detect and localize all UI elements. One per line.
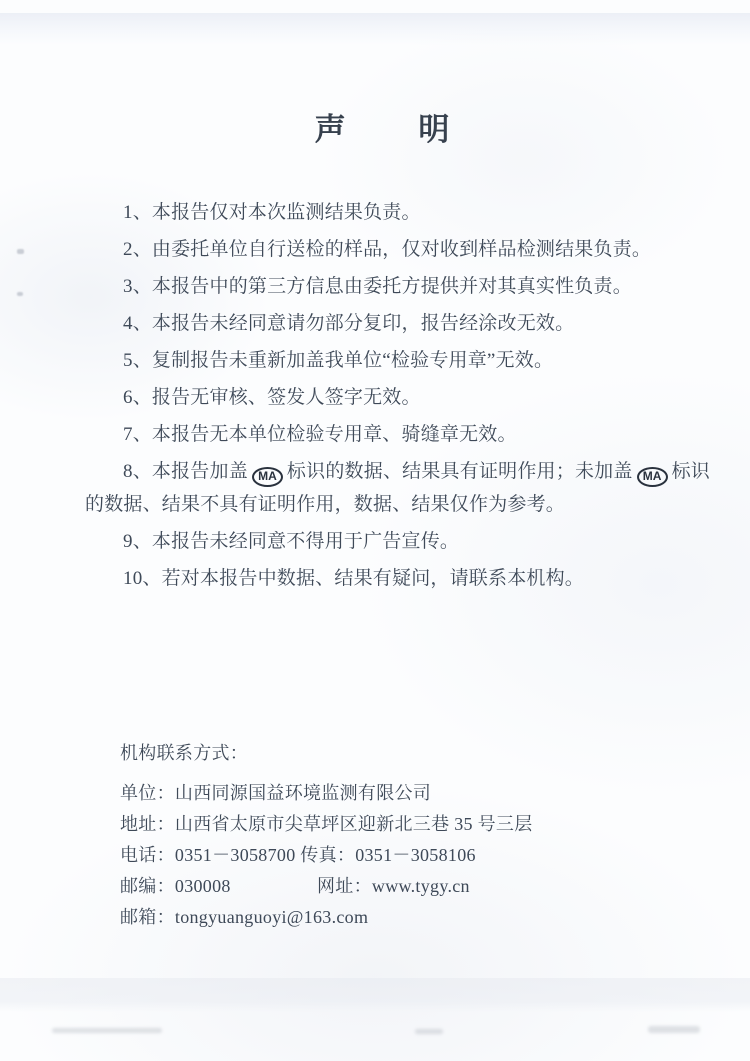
page-title: 声明	[314, 112, 523, 147]
cma-mark-icon: MA	[637, 467, 668, 487]
contact-heading: 机构联系方式：	[120, 743, 249, 763]
contact-zip: 邮编：030008	[120, 876, 231, 896]
statement-2: 2、由委托单位自行送检的样品，仅对收到样品检测结果负责。	[123, 239, 652, 260]
statement-4: 4、本报告未经同意请勿部分复印，报告经涂改无效。	[123, 313, 575, 334]
scan-speck	[17, 249, 24, 254]
scan-artifact-bottom-band	[0, 978, 750, 1012]
statement-1: 1、本报告仅对本次监测结果负责。	[123, 202, 421, 223]
contact-phone-fax: 电话：0351－3058700 传真：0351－3058106	[120, 845, 476, 865]
scan-speck	[17, 292, 23, 296]
scan-artifact-top-band	[0, 13, 750, 45]
statement-10: 10、若对本报告中数据、结果有疑问，请联系本机构。	[123, 568, 585, 589]
scan-smudge	[415, 1029, 443, 1034]
statement-list	[85, 196, 710, 595]
scan-smudge	[52, 1028, 162, 1033]
cma-mark-icon: MA	[252, 467, 283, 487]
contact-zip-web-row	[120, 871, 690, 902]
statement-3: 3、本报告中的第三方信息由委托方提供并对其真实性负责。	[123, 276, 632, 297]
statement-8-text-b: 标识的数据、结果具有证明作用；未加盖	[286, 461, 633, 482]
statement-8	[85, 455, 710, 521]
statement-5: 5、复制报告未重新加盖我单位“检验专用章”无效。	[123, 350, 554, 371]
statement-8-text-c: 标识的数据、结果不具有证明作用，数据、结果仅作为参考。	[85, 461, 710, 515]
scan-smudge	[648, 1026, 700, 1033]
statement-7: 7、本报告无本单位检验专用章、骑缝章无效。	[123, 424, 517, 445]
contact-email: 邮箱：tongyuanguoyi@163.com	[120, 907, 369, 927]
statement-6: 6、报告无审核、签发人签字无效。	[123, 387, 421, 408]
contact-website: 网址：www.tygy.cn	[317, 876, 470, 896]
contact-company: 单位：山西同源国益环境监测有限公司	[120, 783, 432, 803]
contact-address: 地址：山西省太原市尖草坪区迎新北三巷 35 号三层	[120, 814, 533, 834]
contact-block	[120, 738, 690, 933]
statement-8-text-a: 8、本报告加盖	[123, 461, 248, 482]
statement-9: 9、本报告未经同意不得用于广告宣传。	[123, 531, 460, 552]
